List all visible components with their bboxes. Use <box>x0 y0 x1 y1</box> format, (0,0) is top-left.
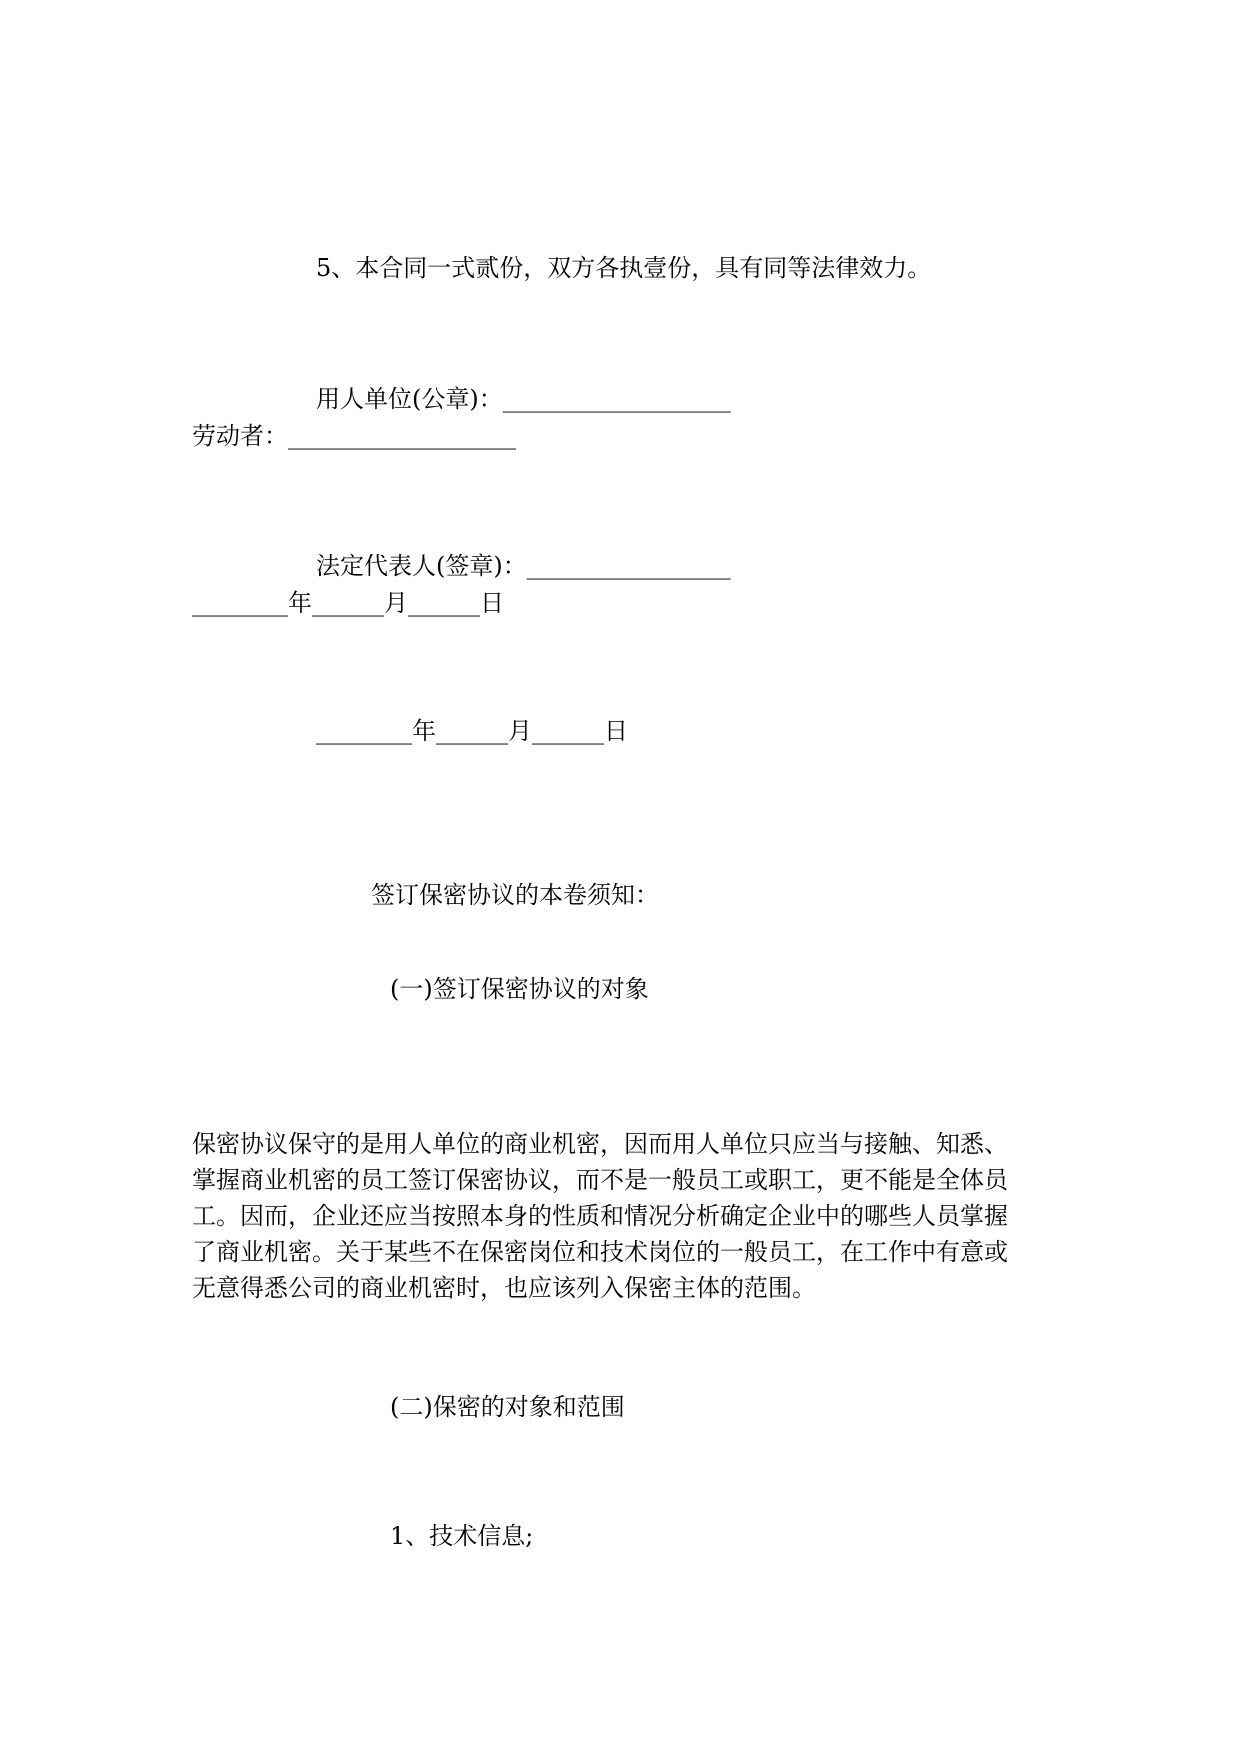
paragraph-line: 无意得悉公司的商业机密时，也应该列入保密主体的范围。 <box>192 1274 816 1302</box>
confidentiality-subject-paragraph <box>192 1126 1052 1306</box>
notice-heading: 签订保密协议的本卷须知： <box>371 881 659 909</box>
employer-seal-line: 用人单位(公章)：___________________ <box>316 385 731 413</box>
legal-representative-signature-line: 法定代表人(签章)：_________________ <box>316 552 731 580</box>
laborer-date-line: ________年______月______日 <box>192 589 504 617</box>
paragraph-line: 了商业机密。关于某些不在保密岗位和技术岗位的一般员工，在工作中有意或 <box>192 1238 1008 1266</box>
section-two-heading: (二)保密的对象和范围 <box>390 1393 625 1421</box>
item-one: 1、技术信息; <box>390 1522 534 1550</box>
employer-date-line: ________年______月______日 <box>316 717 628 745</box>
paragraph-line: 掌握商业机密的员工签订保密协议，而不是一般员工或职工，更不能是全体员 <box>192 1166 1008 1194</box>
laborer-signature-line: 劳动者：___________________ <box>192 422 516 450</box>
paragraph-line: 保密协议保守的是用人单位的商业机密，因而用人单位只应当与接触、知悉、 <box>192 1130 1008 1158</box>
paragraph-line: 工。因而，企业还应当按照本身的性质和情况分析确定企业中的哪些人员掌握 <box>192 1202 1008 1230</box>
section-one-heading: (一)签订保密协议的对象 <box>390 975 649 1003</box>
contract-copies-clause: 5、本合同一式贰份，双方各执壹份，具有同等法律效力。 <box>316 254 932 282</box>
